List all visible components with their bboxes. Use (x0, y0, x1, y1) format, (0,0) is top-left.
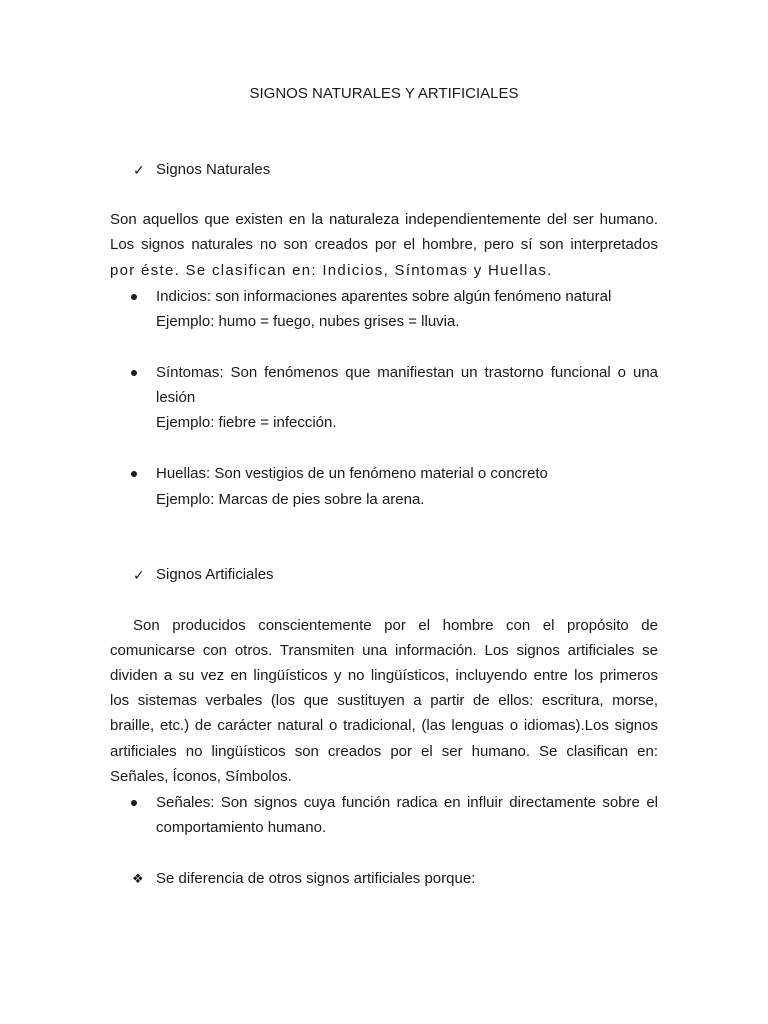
section-heading-artificiales: Signos Artificiales (156, 566, 274, 583)
diamond-bullet-icon: ❖ (132, 871, 144, 886)
list-item-indicios: Indicios: son informaciones aparentes sobre algún fenómeno natural (156, 288, 612, 305)
paragraph-line: braille, etc.) de carácter natural o tradicional, (las lenguas o idiomas).Los signos (110, 717, 658, 734)
list-item-senales-cont: comportamiento humano. (156, 819, 327, 836)
paragraph-line: Son aquellos que existen en la naturaleza independientemente del ser humano. (110, 211, 658, 228)
check-icon: ✓ (133, 567, 145, 583)
bullet-icon (129, 363, 139, 383)
example-huellas: Ejemplo: Marcas de pies sobre la arena. (156, 491, 425, 508)
paragraph-line: dividen a su vez en lingüísticos y no lingüísticos, incluyendo entre los primeros (110, 667, 658, 684)
bullet-icon (129, 287, 139, 307)
check-icon: ✓ (133, 162, 145, 178)
document-title: SIGNOS NATURALES Y ARTIFICIALES (249, 85, 519, 102)
list-item-sintomas: Síntomas: Son fenómenos que manifiestan un trastorno funcional o una (156, 364, 658, 381)
paragraph-line: comunicarse con otros. Transmiten una información. Los signos artificiales se (110, 642, 658, 659)
list-item-senales: Señales: Son signos cuya función radica en influir directamente sobre el (156, 794, 658, 811)
example-indicios: Ejemplo: humo = fuego, nubes grises = lluvia. (156, 313, 460, 330)
section-heading-naturales: Signos Naturales (156, 161, 271, 178)
paragraph-line: Son producidos conscientemente por el hombre con el propósito de (133, 617, 658, 634)
bullet-icon (129, 793, 139, 813)
list-item-huellas: Huellas: Son vestigios de un fenómeno material o concreto (156, 465, 548, 482)
bullet-icon (129, 464, 139, 484)
diferencia-heading: Se diferencia de otros signos artificiales porque: (156, 870, 476, 887)
paragraph-line: por éste. Se clasifican en: Indicios, Síntomas y Huellas. (110, 262, 553, 279)
paragraph-line: Los signos naturales no son creados por el hombre, pero sí son interpretados (110, 236, 658, 253)
paragraph-line: artificiales no lingüísticos son creados por el ser humano. Se clasifican en: (110, 743, 658, 760)
paragraph-line: Señales, Íconos, Símbolos. (110, 768, 292, 785)
paragraph-line: los sistemas verbales (los que sustituyen a partir de ellos: escritura, morse, (110, 692, 658, 709)
list-item-sintomas-cont: lesión (156, 389, 196, 406)
example-sintomas: Ejemplo: fiebre = infección. (156, 414, 337, 431)
